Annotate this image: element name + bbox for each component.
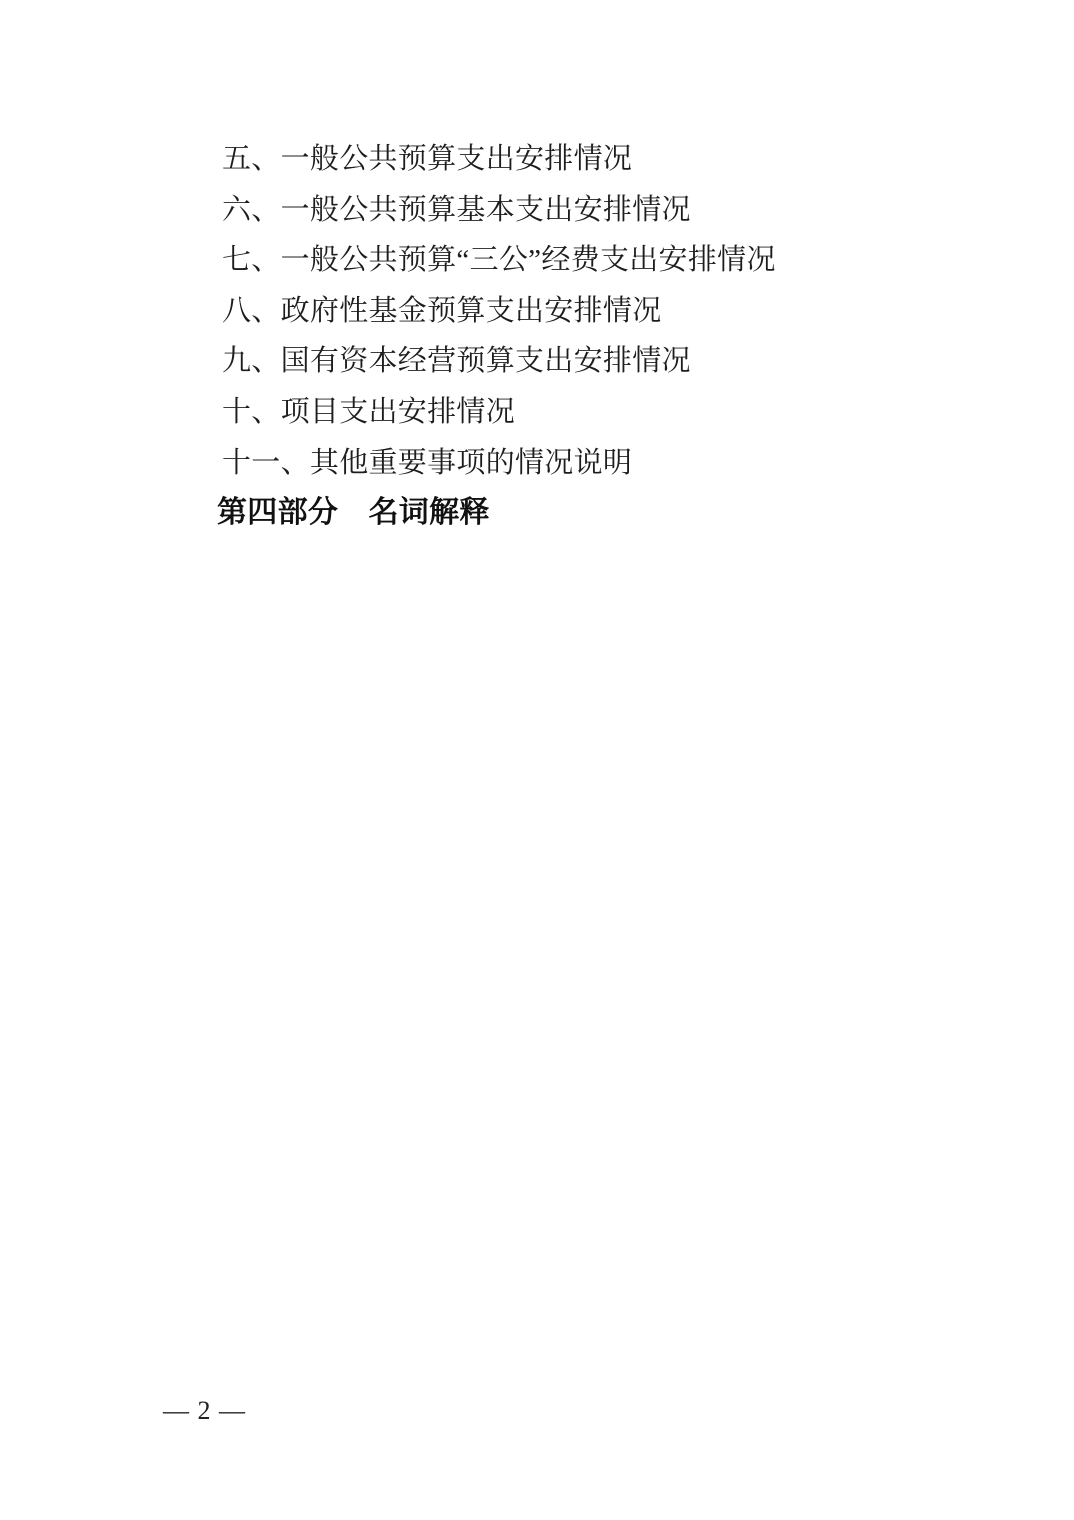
toc-item: 五、一般公共预算支出安排情况 [222,143,633,175]
toc-item: 十一、其他重要事项的情况说明 [222,446,633,479]
page-number: — 2 — [163,1396,246,1425]
toc-item: 九、国有资本经营预算支出安排情况 [222,345,691,378]
toc-item: 八、政府性基金预算支出安排情况 [222,294,662,327]
toc-item: 七、一般公共预算“三公”经费支出安排情况 [222,244,776,277]
toc-item: 六、一般公共预算基本支出安排情况 [222,193,691,226]
toc-item: 十、项目支出安排情况 [222,395,516,428]
section-heading: 第四部分 名词解释 [217,496,490,530]
table-of-contents [217,134,776,539]
